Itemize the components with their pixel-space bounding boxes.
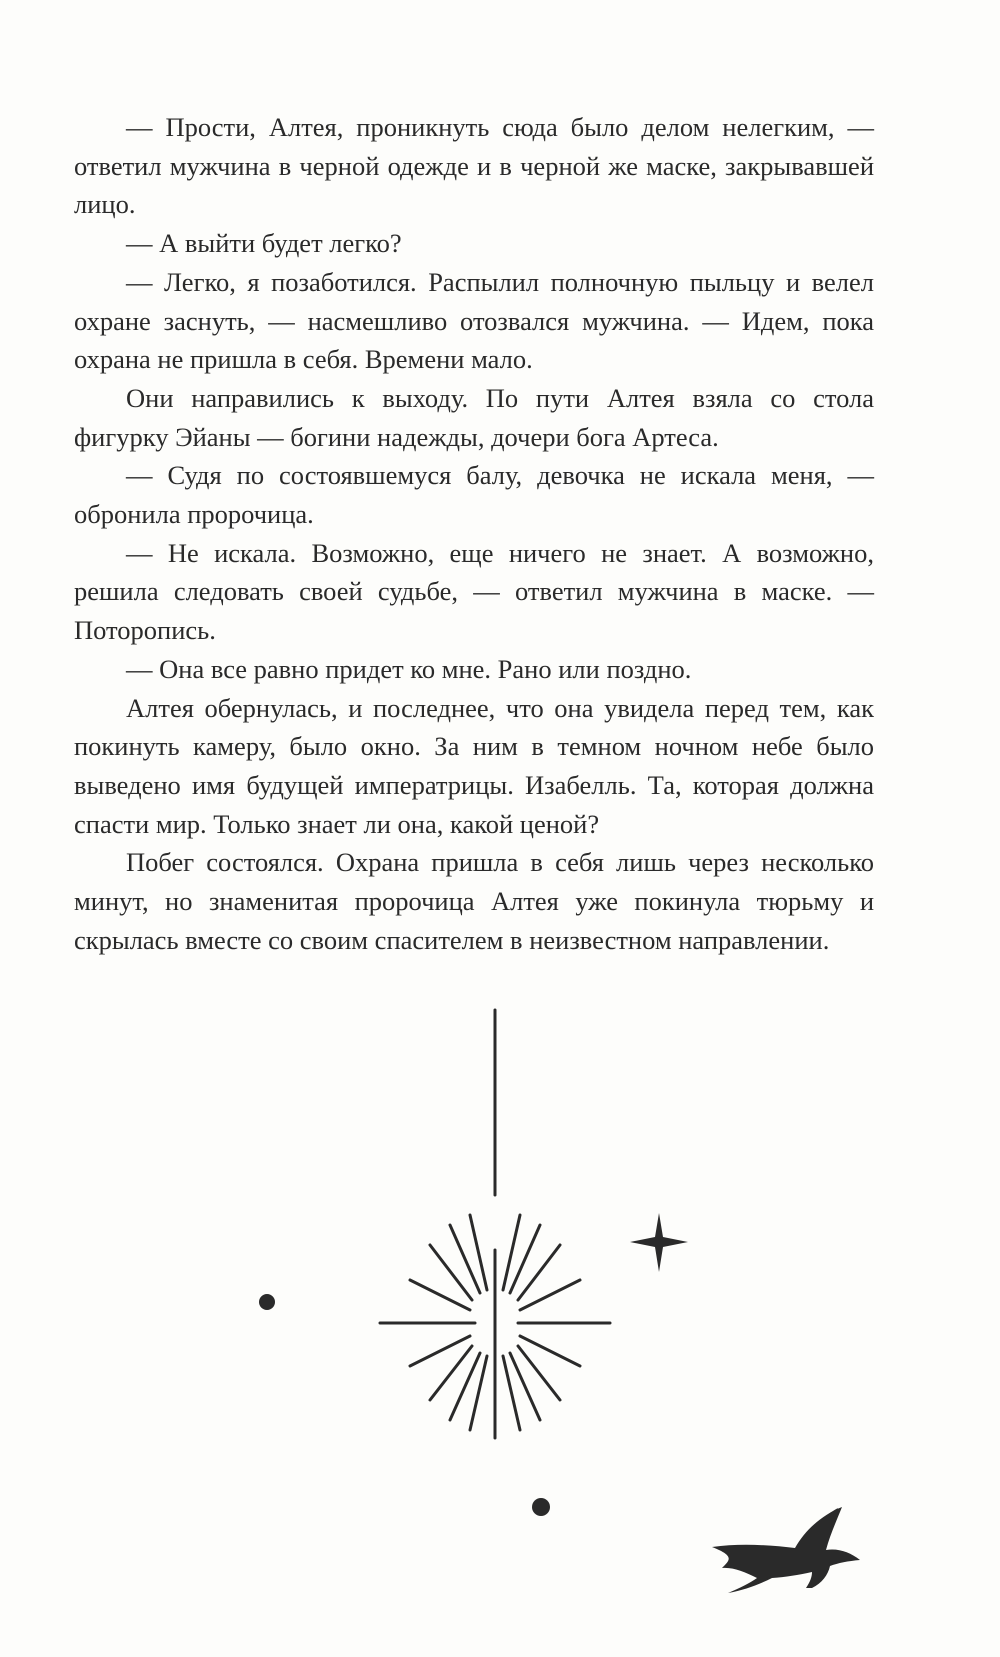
paragraph-7: — Она все равно придет ко мне. Рано или поздно. — [126, 653, 692, 684]
paragraph-3: — Легко, я позаботился. Распылил полночную пыльцу и велел охране заснуть, — насмешливо отозвался мужчина. — Идем, пока охрана не пришла в себя. Времени мало. — [74, 266, 874, 375]
paragraph-4: Они направились к выходу. По пути Алтея взяла со стола фигурку Эйаны — богини надежды, дочери бога Артеса. — [74, 382, 874, 452]
paragraph-5: — Судя по состоявшемуся балу, девочка не искала меня, — обронила пророчица. — [74, 460, 874, 530]
paragraph-1: — Прости, Алтея, проникнуть сюда было делом нелегким, — ответил мужчина в черной одежде и в черной же маске, закрывавшей лицо. — [74, 112, 874, 220]
dot-icon — [259, 1294, 275, 1310]
starburst-icon — [380, 1010, 610, 1438]
dot-icon — [532, 1498, 550, 1516]
page-text — [74, 108, 874, 959]
paragraph-9: Побег состоялся. Охрана пришла в себя лишь через несколько минут, но знаменитая пророчица Алтея уже покинула тюрьму и скрылась вместе со своим спасителем в неизвестном направлении. — [74, 847, 874, 955]
paragraph-8: Алтея обернулась, и последнее, что она увидела перед тем, как покинуть камеру, было окно. За ним в темном ночном небе было выведено имя будущей императрицы. Изабелль. Та, которая должна спасти мир. Только знает ли она, какой ценой? — [74, 692, 874, 839]
paragraph-2: — А выйти будет легко? — [126, 228, 402, 259]
paragraph-6: — Не искала. Возможно, еще ничего не знает. А возможно, решила следовать своей судьбе, — ответил мужчина в маске. — Поторопись. — [74, 537, 874, 646]
four-point-star-icon — [630, 1213, 688, 1272]
dragon-silhouette-icon — [712, 1507, 860, 1593]
